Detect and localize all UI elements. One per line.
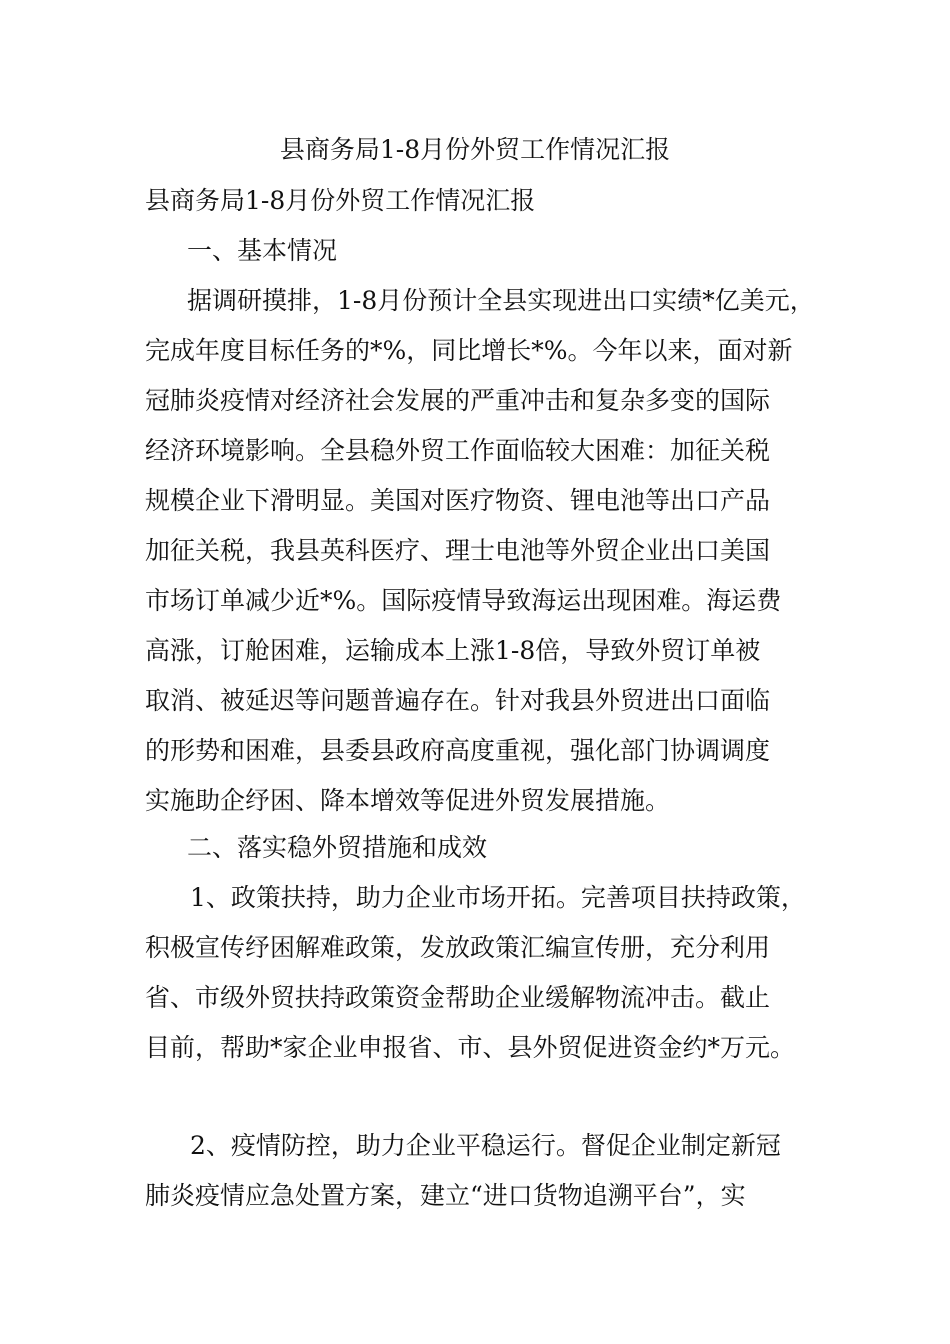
paragraph-line: 完成年度目标任务的*%，同比增长*%。今年以来，面对新 [145,336,793,365]
section-heading-measures: 二、落实稳外贸措施和成效 [187,833,488,862]
paragraph-line: 积极宣传纾困解难政策，发放政策汇编宣传册，充分利用 [145,933,771,962]
document-subtitle: 县商务局1-8月份外贸工作情况汇报 [145,186,536,215]
paragraph-line: 取消、被延迟等问题普遍存在。针对我县外贸进出口面临 [145,686,771,715]
paragraph-line: 实施助企纾困、降本增效等促进外贸发展措施。 [145,786,671,815]
paragraph-line: 据调研摸排，1-8月份预计全县实现进出口实绩*亿美元， [187,286,815,315]
paragraph-line: 的形势和困难，县委县政府高度重视，强化部门协调调度 [145,736,771,765]
paragraph-line: 高涨，订舱困难，运输成本上涨1-8倍，导致外贸订单被 [145,636,761,665]
paragraph-line: 1、政策扶持，助力企业市场开拓。完善项目扶持政策， [190,883,806,912]
paragraph-line: 规模企业下滑明显。美国对医疗物资、锂电池等出口产品 [145,486,771,515]
paragraph-line: 2、疫情防控，助力企业平稳运行。督促企业制定新冠 [190,1131,781,1160]
paragraph-line: 目前，帮助*家企业申报省、市、县外贸促进资金约*万元。 [145,1033,796,1062]
section-heading-basic: 一、基本情况 [187,236,338,265]
paragraph-line: 经济环境影响。全县稳外贸工作面临较大困难：加征关税 [145,436,771,465]
paragraph-line: 肺炎疫情应急处置方案，建立“进口货物追溯平台”，实 [145,1181,746,1210]
paragraph-line: 加征关税，我县英科医疗、理士电池等外贸企业出口美国 [145,536,771,565]
paragraph-line: 市场订单减少近*%。国际疫情导致海运出现困难。海运费 [145,586,782,615]
document-title: 县商务局1-8月份外贸工作情况汇报 [279,135,671,164]
paragraph-line: 省、市级外贸扶持政策资金帮助企业缓解物流冲击。截止 [145,983,771,1012]
paragraph-line: 冠肺炎疫情对经济社会发展的严重冲击和复杂多变的国际 [145,386,771,415]
